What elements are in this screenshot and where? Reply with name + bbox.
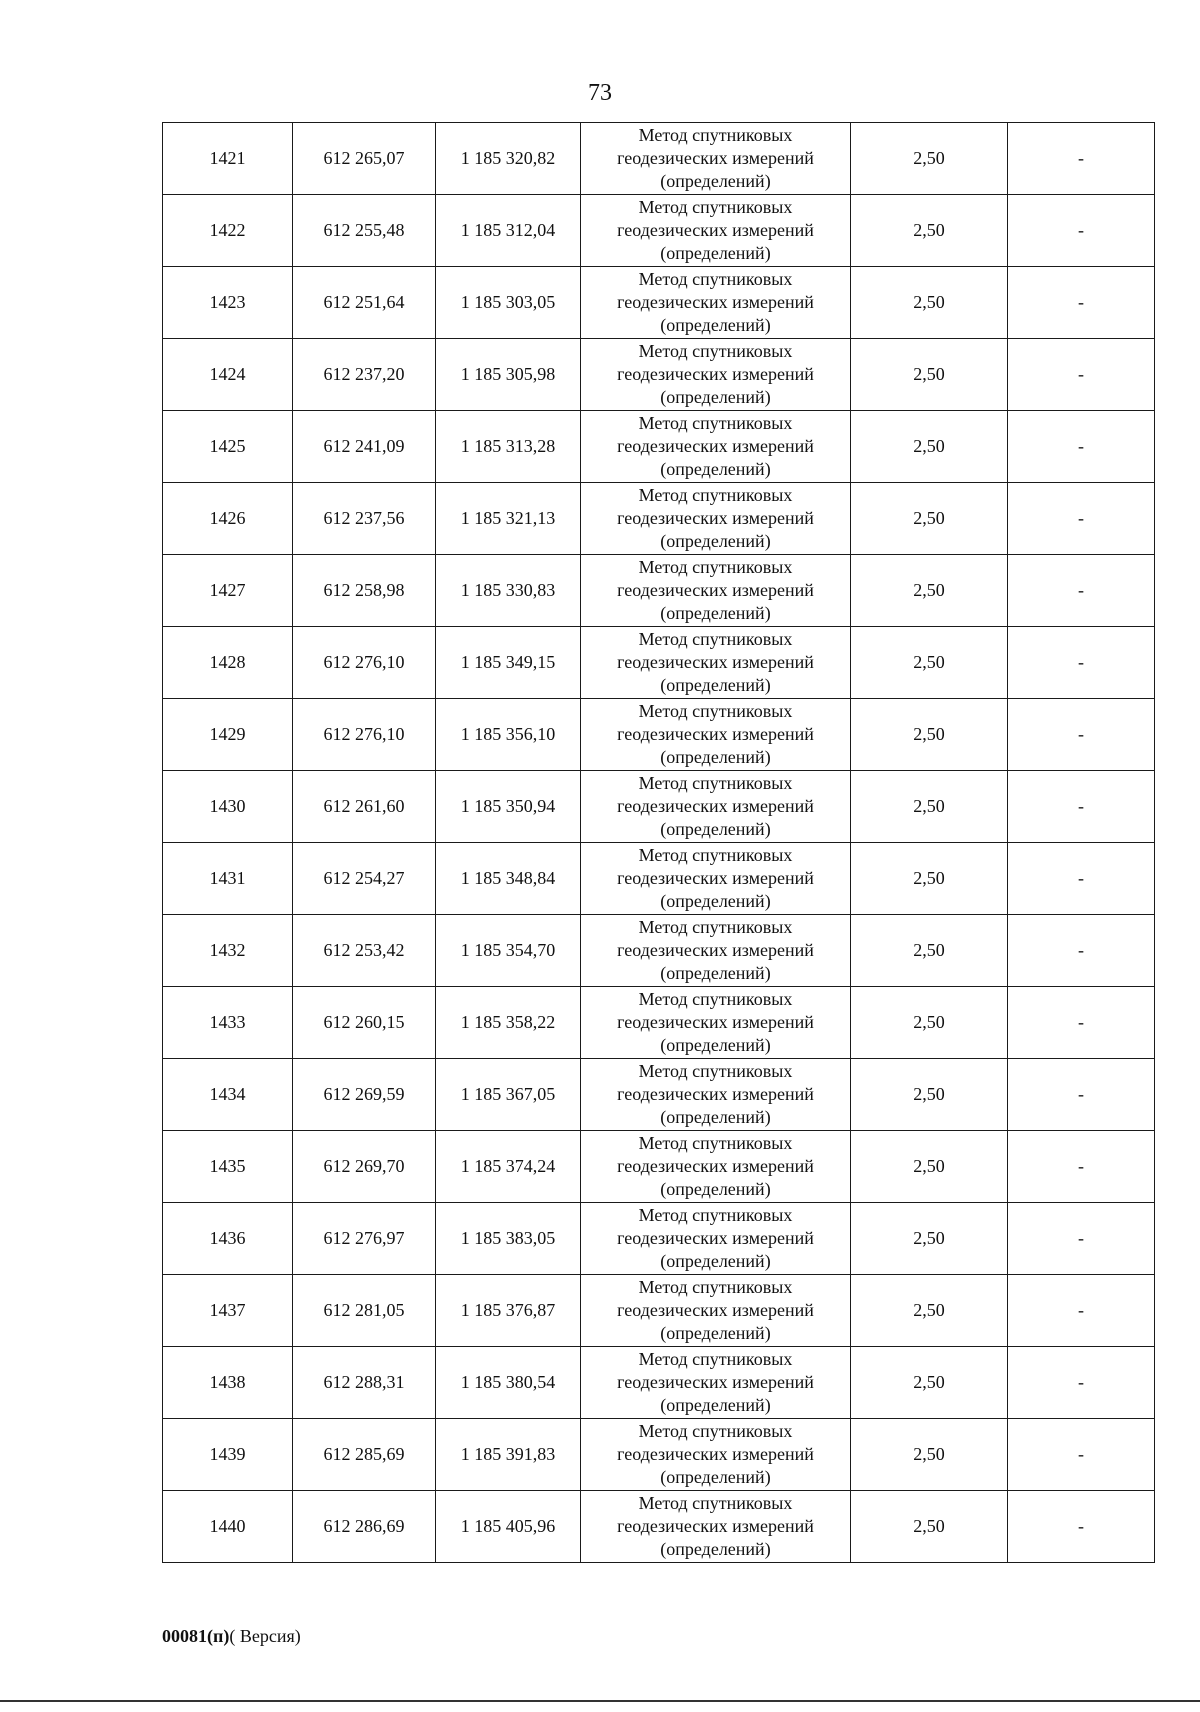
x-coordinate-cell: 612 261,60 — [293, 771, 436, 843]
y-coordinate-cell: 1 185 320,82 — [436, 123, 581, 195]
x-coordinate-cell: 612 269,70 — [293, 1131, 436, 1203]
point-number-cell: 1426 — [163, 483, 293, 555]
method-text-line: (определений) — [660, 387, 771, 407]
table-row — [163, 699, 1155, 771]
method-text-line: Метод спутниковых — [638, 773, 793, 793]
note-cell: - — [1008, 843, 1155, 915]
method-cell — [581, 411, 851, 483]
table-row — [163, 555, 1155, 627]
x-coordinate-cell: 612 276,10 — [293, 699, 436, 771]
method-text-line: геодезических измерений — [617, 508, 814, 528]
point-number-cell: 1439 — [163, 1419, 293, 1491]
accuracy-cell: 2,50 — [851, 123, 1008, 195]
point-number-cell: 1438 — [163, 1347, 293, 1419]
x-coordinate-cell: 612 260,15 — [293, 987, 436, 1059]
method-text-line: (определений) — [660, 675, 771, 695]
x-coordinate-cell: 612 254,27 — [293, 843, 436, 915]
table-row — [163, 1059, 1155, 1131]
method-text-line: (определений) — [660, 1467, 771, 1487]
table-row — [163, 1491, 1155, 1563]
table-row — [163, 915, 1155, 987]
point-number-cell: 1436 — [163, 1203, 293, 1275]
accuracy-cell: 2,50 — [851, 915, 1008, 987]
method-text-line: Метод спутниковых — [638, 1205, 793, 1225]
y-coordinate-cell: 1 185 303,05 — [436, 267, 581, 339]
x-coordinate-cell: 612 251,64 — [293, 267, 436, 339]
x-coordinate-cell: 612 286,69 — [293, 1491, 436, 1563]
method-text-line: геодезических измерений — [617, 148, 814, 168]
x-coordinate-cell: 612 255,48 — [293, 195, 436, 267]
note-cell: - — [1008, 627, 1155, 699]
method-text-line: (определений) — [660, 459, 771, 479]
method-cell — [581, 123, 851, 195]
method-cell — [581, 267, 851, 339]
method-cell — [581, 915, 851, 987]
accuracy-cell: 2,50 — [851, 1275, 1008, 1347]
y-coordinate-cell: 1 185 367,05 — [436, 1059, 581, 1131]
table-row — [163, 1203, 1155, 1275]
note-cell: - — [1008, 1275, 1155, 1347]
method-text-line: (определений) — [660, 315, 771, 335]
method-cell — [581, 1131, 851, 1203]
method-text-line: Метод спутниковых — [638, 629, 793, 649]
x-coordinate-cell: 612 276,10 — [293, 627, 436, 699]
accuracy-cell: 2,50 — [851, 1491, 1008, 1563]
document-version: ( Версия) — [229, 1626, 301, 1646]
method-text-line: Метод спутниковых — [638, 701, 793, 721]
y-coordinate-cell: 1 185 330,83 — [436, 555, 581, 627]
table-row — [163, 987, 1155, 1059]
accuracy-cell: 2,50 — [851, 411, 1008, 483]
note-cell: - — [1008, 339, 1155, 411]
x-coordinate-cell: 612 281,05 — [293, 1275, 436, 1347]
table-row — [163, 483, 1155, 555]
method-text-line: Метод спутниковых — [638, 845, 793, 865]
method-text-line: Метод спутниковых — [638, 1061, 793, 1081]
accuracy-cell: 2,50 — [851, 1059, 1008, 1131]
method-text-line: геодезических измерений — [617, 1372, 814, 1392]
y-coordinate-cell: 1 185 376,87 — [436, 1275, 581, 1347]
y-coordinate-cell: 1 185 358,22 — [436, 987, 581, 1059]
method-cell — [581, 771, 851, 843]
note-cell: - — [1008, 555, 1155, 627]
table-row — [163, 339, 1155, 411]
method-text-line: Метод спутниковых — [638, 1349, 793, 1369]
table-body — [163, 123, 1155, 1563]
method-text-line: геодезических измерений — [617, 940, 814, 960]
y-coordinate-cell: 1 185 312,04 — [436, 195, 581, 267]
accuracy-cell: 2,50 — [851, 1347, 1008, 1419]
method-text-line: (определений) — [660, 1539, 771, 1559]
point-number-cell: 1437 — [163, 1275, 293, 1347]
table-row — [163, 411, 1155, 483]
method-text-line: (определений) — [660, 747, 771, 767]
y-coordinate-cell: 1 185 354,70 — [436, 915, 581, 987]
method-cell — [581, 1419, 851, 1491]
method-text-line: (определений) — [660, 1251, 771, 1271]
document-footer — [162, 1626, 301, 1647]
table-row — [163, 1275, 1155, 1347]
page-number: 73 — [588, 80, 612, 106]
method-text-line: геодезических измерений — [617, 220, 814, 240]
accuracy-cell: 2,50 — [851, 1419, 1008, 1491]
accuracy-cell: 2,50 — [851, 699, 1008, 771]
note-cell: - — [1008, 1347, 1155, 1419]
accuracy-cell: 2,50 — [851, 1131, 1008, 1203]
point-number-cell: 1425 — [163, 411, 293, 483]
y-coordinate-cell: 1 185 313,28 — [436, 411, 581, 483]
table-row — [163, 843, 1155, 915]
method-cell — [581, 1347, 851, 1419]
table-row — [163, 771, 1155, 843]
accuracy-cell: 2,50 — [851, 555, 1008, 627]
note-cell: - — [1008, 195, 1155, 267]
bottom-rule — [0, 1700, 1200, 1702]
x-coordinate-cell: 612 253,42 — [293, 915, 436, 987]
note-cell: - — [1008, 1491, 1155, 1563]
y-coordinate-cell: 1 185 350,94 — [436, 771, 581, 843]
method-text-line: геодезических измерений — [617, 364, 814, 384]
method-cell — [581, 1059, 851, 1131]
x-coordinate-cell: 612 276,97 — [293, 1203, 436, 1275]
point-number-cell: 1432 — [163, 915, 293, 987]
accuracy-cell: 2,50 — [851, 843, 1008, 915]
point-number-cell: 1423 — [163, 267, 293, 339]
accuracy-cell: 2,50 — [851, 1203, 1008, 1275]
accuracy-cell: 2,50 — [851, 483, 1008, 555]
accuracy-cell: 2,50 — [851, 627, 1008, 699]
note-cell: - — [1008, 411, 1155, 483]
method-text-line: геодезических измерений — [617, 1084, 814, 1104]
y-coordinate-cell: 1 185 321,13 — [436, 483, 581, 555]
method-text-line: (определений) — [660, 963, 771, 983]
document-code: 00081(п) — [162, 1626, 230, 1646]
point-number-cell: 1440 — [163, 1491, 293, 1563]
method-text-line: геодезических измерений — [617, 1012, 814, 1032]
method-cell — [581, 1491, 851, 1563]
method-text-line: Метод спутниковых — [638, 1133, 793, 1153]
y-coordinate-cell: 1 185 349,15 — [436, 627, 581, 699]
table-row — [163, 1347, 1155, 1419]
method-cell — [581, 627, 851, 699]
method-text-line: Метод спутниковых — [638, 341, 793, 361]
method-text-line: Метод спутниковых — [638, 269, 793, 289]
point-number-cell: 1424 — [163, 339, 293, 411]
method-text-line: Метод спутниковых — [638, 989, 793, 1009]
point-number-cell: 1427 — [163, 555, 293, 627]
method-text-line: геодезических измерений — [617, 1444, 814, 1464]
x-coordinate-cell: 612 241,09 — [293, 411, 436, 483]
method-text-line: геодезических измерений — [617, 796, 814, 816]
x-coordinate-cell: 612 288,31 — [293, 1347, 436, 1419]
note-cell: - — [1008, 1059, 1155, 1131]
method-text-line: геодезических измерений — [617, 1516, 814, 1536]
note-cell: - — [1008, 915, 1155, 987]
point-number-cell: 1434 — [163, 1059, 293, 1131]
method-text-line: (определений) — [660, 1395, 771, 1415]
accuracy-cell: 2,50 — [851, 771, 1008, 843]
x-coordinate-cell: 612 237,56 — [293, 483, 436, 555]
method-text-line: (определений) — [660, 171, 771, 191]
method-cell — [581, 987, 851, 1059]
point-number-cell: 1421 — [163, 123, 293, 195]
note-cell: - — [1008, 771, 1155, 843]
y-coordinate-cell: 1 185 305,98 — [436, 339, 581, 411]
point-number-cell: 1430 — [163, 771, 293, 843]
method-text-line: (определений) — [660, 891, 771, 911]
method-text-line: (определений) — [660, 1323, 771, 1343]
note-cell: - — [1008, 483, 1155, 555]
method-text-line: геодезических измерений — [617, 652, 814, 672]
method-cell — [581, 1203, 851, 1275]
note-cell: - — [1008, 1131, 1155, 1203]
method-cell — [581, 339, 851, 411]
y-coordinate-cell: 1 185 405,96 — [436, 1491, 581, 1563]
table-row — [163, 123, 1155, 195]
table-row — [163, 267, 1155, 339]
method-text-line: Метод спутниковых — [638, 557, 793, 577]
method-text-line: геодезических измерений — [617, 436, 814, 456]
method-text-line: Метод спутниковых — [638, 485, 793, 505]
x-coordinate-cell: 612 237,20 — [293, 339, 436, 411]
y-coordinate-cell: 1 185 383,05 — [436, 1203, 581, 1275]
x-coordinate-cell: 612 269,59 — [293, 1059, 436, 1131]
point-number-cell: 1433 — [163, 987, 293, 1059]
x-coordinate-cell: 612 285,69 — [293, 1419, 436, 1491]
note-cell: - — [1008, 1203, 1155, 1275]
method-text-line: геодезических измерений — [617, 292, 814, 312]
method-text-line: геодезических измерений — [617, 1300, 814, 1320]
method-text-line: Метод спутниковых — [638, 917, 793, 937]
note-cell: - — [1008, 267, 1155, 339]
note-cell: - — [1008, 1419, 1155, 1491]
accuracy-cell: 2,50 — [851, 267, 1008, 339]
method-text-line: геодезических измерений — [617, 580, 814, 600]
point-number-cell: 1435 — [163, 1131, 293, 1203]
note-cell: - — [1008, 987, 1155, 1059]
method-text-line: геодезических измерений — [617, 724, 814, 744]
table-row — [163, 627, 1155, 699]
method-cell — [581, 843, 851, 915]
method-text-line: Метод спутниковых — [638, 1493, 793, 1513]
x-coordinate-cell: 612 258,98 — [293, 555, 436, 627]
method-cell — [581, 195, 851, 267]
method-text-line: геодезических измерений — [617, 1228, 814, 1248]
method-text-line: геодезических измерений — [617, 1156, 814, 1176]
point-number-cell: 1431 — [163, 843, 293, 915]
coordinates-table — [162, 122, 1155, 1563]
method-text-line: Метод спутниковых — [638, 1277, 793, 1297]
method-cell — [581, 555, 851, 627]
method-text-line: геодезических измерений — [617, 868, 814, 888]
accuracy-cell: 2,50 — [851, 195, 1008, 267]
method-text-line: Метод спутниковых — [638, 125, 793, 145]
method-cell — [581, 699, 851, 771]
note-cell: - — [1008, 123, 1155, 195]
y-coordinate-cell: 1 185 348,84 — [436, 843, 581, 915]
table-row — [163, 1419, 1155, 1491]
point-number-cell: 1428 — [163, 627, 293, 699]
method-text-line: Метод спутниковых — [638, 197, 793, 217]
method-text-line: Метод спутниковых — [638, 1421, 793, 1441]
table-row — [163, 195, 1155, 267]
x-coordinate-cell: 612 265,07 — [293, 123, 436, 195]
y-coordinate-cell: 1 185 356,10 — [436, 699, 581, 771]
method-text-line: (определений) — [660, 819, 771, 839]
method-text-line: (определений) — [660, 1035, 771, 1055]
method-text-line: (определений) — [660, 531, 771, 551]
y-coordinate-cell: 1 185 391,83 — [436, 1419, 581, 1491]
y-coordinate-cell: 1 185 374,24 — [436, 1131, 581, 1203]
point-number-cell: 1429 — [163, 699, 293, 771]
method-cell — [581, 483, 851, 555]
method-text-line: (определений) — [660, 603, 771, 623]
point-number-cell: 1422 — [163, 195, 293, 267]
y-coordinate-cell: 1 185 380,54 — [436, 1347, 581, 1419]
note-cell: - — [1008, 699, 1155, 771]
method-text-line: Метод спутниковых — [638, 413, 793, 433]
accuracy-cell: 2,50 — [851, 987, 1008, 1059]
method-text-line: (определений) — [660, 243, 771, 263]
method-text-line: (определений) — [660, 1107, 771, 1127]
table-row — [163, 1131, 1155, 1203]
method-text-line: (определений) — [660, 1179, 771, 1199]
accuracy-cell: 2,50 — [851, 339, 1008, 411]
method-cell — [581, 1275, 851, 1347]
